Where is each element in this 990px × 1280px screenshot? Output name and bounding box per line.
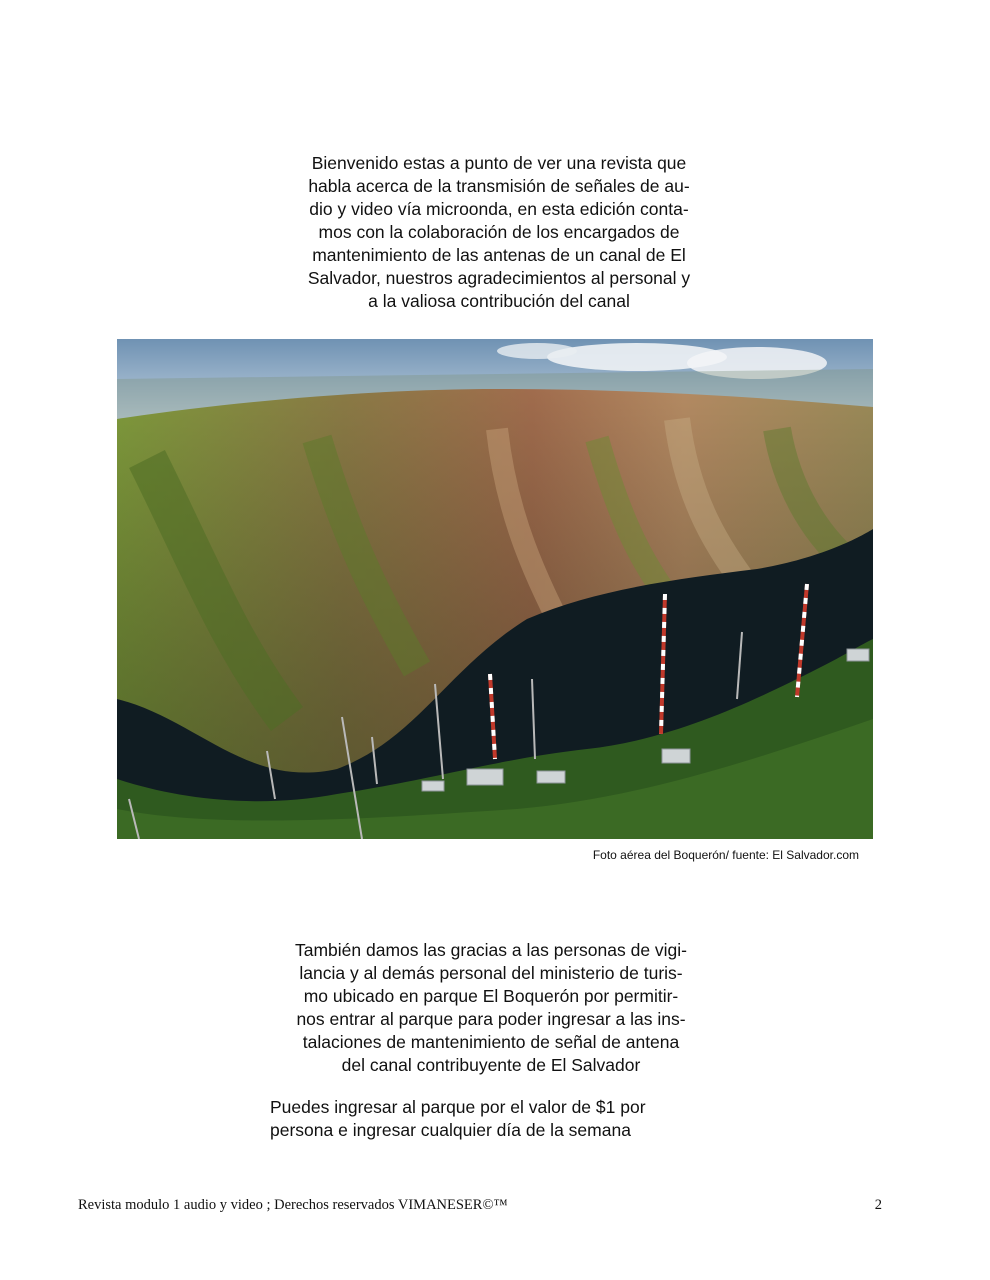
footer-copyright: Revista modulo 1 audio y video ; Derechos reservados VIMANESER©™ [78,1197,508,1213]
intro-line: Bienvenido estas a punto de ver una revista que [311,153,687,173]
crater-aerial-photo [117,339,873,839]
intro-line: dio y video vía microonda, en esta edición conta- [309,199,689,219]
note-line: Puedes ingresar al parque por el valor de $1 por [270,1097,646,1117]
photo-caption: Foto aérea del Boquerón/ fuente: El Salvador.com [592,848,859,862]
thanks-line: También damos las gracias a las personas de vigi- [295,940,687,960]
page-number: 2 [874,1197,882,1213]
thanks-paragraph [266,939,716,1077]
intro-line: Salvador, nuestros agradecimientos al personal y [307,268,691,288]
thanks-line: mo ubicado en parque El Boquerón por permitir- [303,986,679,1006]
intro-paragraph [278,152,720,313]
intro-line: mantenimiento de las antenas de un canal de El [312,245,686,265]
thanks-line: lancia y al demás personal del ministerio de turis- [299,963,683,983]
intro-line: habla acerca de la transmisión de señales de au- [308,176,690,196]
thanks-line: nos entrar al parque para poder ingresar a las ins- [296,1009,686,1029]
entry-note [270,1096,730,1142]
thanks-line: del canal contribuyente de El Salvador [341,1055,641,1075]
note-line: persona e ingresar cualquier día de la semana [270,1120,631,1140]
page-footer [78,1197,882,1217]
intro-line: a la valiosa contribución del canal [368,291,630,311]
intro-line: mos con la colaboración de los encargados de [318,222,680,242]
thanks-line: talaciones de mantenimiento de señal de antena [302,1032,680,1052]
